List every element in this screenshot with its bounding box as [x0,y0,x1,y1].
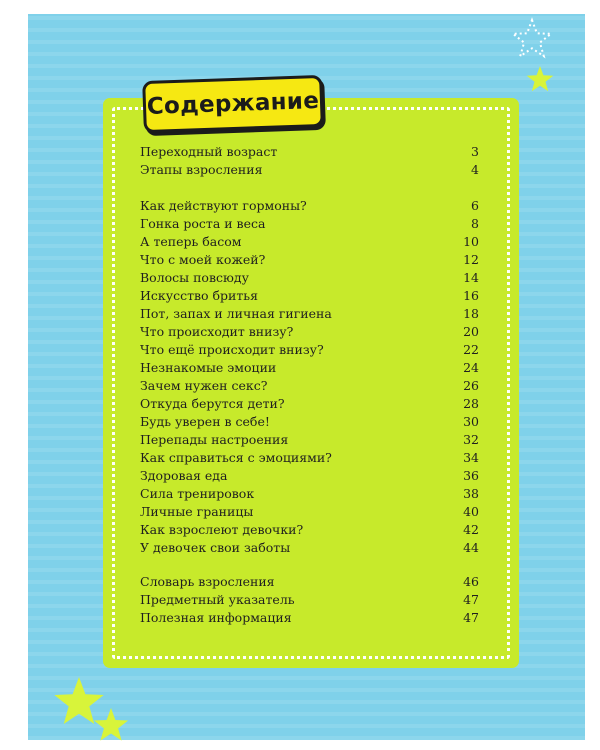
toc-entry[interactable] [140,503,479,521]
toc-entry-page: 18 [463,306,479,321]
toc-entry-title: А теперь басом [140,234,242,249]
toc-entry-title: Искусство бритья [140,288,258,303]
toc-entry-page: 8 [471,216,479,231]
toc-entry-page: 6 [471,198,479,213]
toc-entry[interactable] [140,251,479,269]
toc-entry-title: Что с моей кожей? [140,252,266,267]
toc-entry-page: 44 [463,540,479,555]
page-title: Содержание [146,88,320,120]
toc-entry[interactable] [140,467,479,485]
toc-entry[interactable] [140,287,479,305]
toc-entry-title: Что происходит внизу? [140,324,294,339]
toc-entry-title: Как действуют гормоны? [140,198,307,213]
toc-entry-page: 32 [463,432,479,447]
toc-entry[interactable] [140,215,479,233]
toc-entry-page: 38 [463,486,479,501]
toc-entry-page: 12 [463,252,479,267]
toc-entry-title: Незнакомые эмоции [140,360,277,375]
toc-entry-title: Как справиться с эмоциями? [140,450,332,465]
toc-entry[interactable] [140,323,479,341]
toc-entry-title: Здоровая еда [140,468,228,483]
toc-entry-page: 3 [471,144,479,159]
toc-entry-page: 14 [463,270,479,285]
toc-entry-title: Словарь взросления [140,574,275,589]
toc-entry-page: 36 [463,468,479,483]
toc-entry[interactable] [140,395,479,413]
toc-entry-page: 30 [463,414,479,429]
toc-entry[interactable] [140,161,479,179]
toc-entry-title: Будь уверен в себе! [140,414,270,429]
toc-entry-page: 47 [463,592,479,607]
toc-entry[interactable] [140,413,479,431]
toc-entry-page: 42 [463,522,479,537]
toc-entry[interactable] [140,521,479,539]
toc-entry-title: Пот, запах и личная гигиена [140,306,332,321]
toc-entry-title: Личные границы [140,504,254,519]
toc-entry[interactable] [140,539,479,557]
toc-entry[interactable] [140,377,479,395]
toc-entry[interactable] [140,431,479,449]
toc-entry[interactable] [140,341,479,359]
toc-entry-title: Сила тренировок [140,486,255,501]
toc-entry[interactable] [140,143,479,161]
toc-entry-title: Предметный указатель [140,592,295,607]
toc-entry[interactable] [140,609,479,627]
toc-entry-page: 24 [463,360,479,375]
toc-entry-title: Откуда берутся дети? [140,396,285,411]
toc-entry[interactable] [140,197,479,215]
toc-entry[interactable] [140,449,479,467]
toc-entry-page: 26 [463,378,479,393]
toc-entry[interactable] [140,485,479,503]
toc-entry[interactable] [140,269,479,287]
toc-entry[interactable] [140,573,479,591]
toc-entry-title: Как взрослеют девочки? [140,522,304,537]
toc-entry-page: 16 [463,288,479,303]
toc-entry[interactable] [140,359,479,377]
toc-entry-title: Что ещё происходит внизу? [140,342,324,357]
toc-entry-page: 47 [463,610,479,625]
toc-entry[interactable] [140,233,479,251]
toc-entry-page: 46 [463,574,479,589]
toc-entry-title: Волосы повсюду [140,270,249,285]
toc-entry-title: Этапы взросления [140,162,263,177]
toc-entry-title: Зачем нужен секс? [140,378,268,393]
toc-entry-page: 20 [463,324,479,339]
toc-entry-page: 28 [463,396,479,411]
toc-entry-page: 34 [463,450,479,465]
toc-entry-page: 10 [463,234,479,249]
toc-entry-page: 4 [471,162,479,177]
toc-entry-title: Переходный возраст [140,144,278,159]
toc-entry-page: 22 [463,342,479,357]
toc-entry[interactable] [140,305,479,323]
toc-entry-page: 40 [463,504,479,519]
toc-entry[interactable] [140,591,479,609]
toc-entry-title: Полезная информация [140,610,292,625]
toc-entry-title: Гонка роста и веса [140,216,266,231]
toc-entry-title: Перепады настроения [140,432,289,447]
toc-entry-title: У девочек свои заботы [140,540,291,555]
